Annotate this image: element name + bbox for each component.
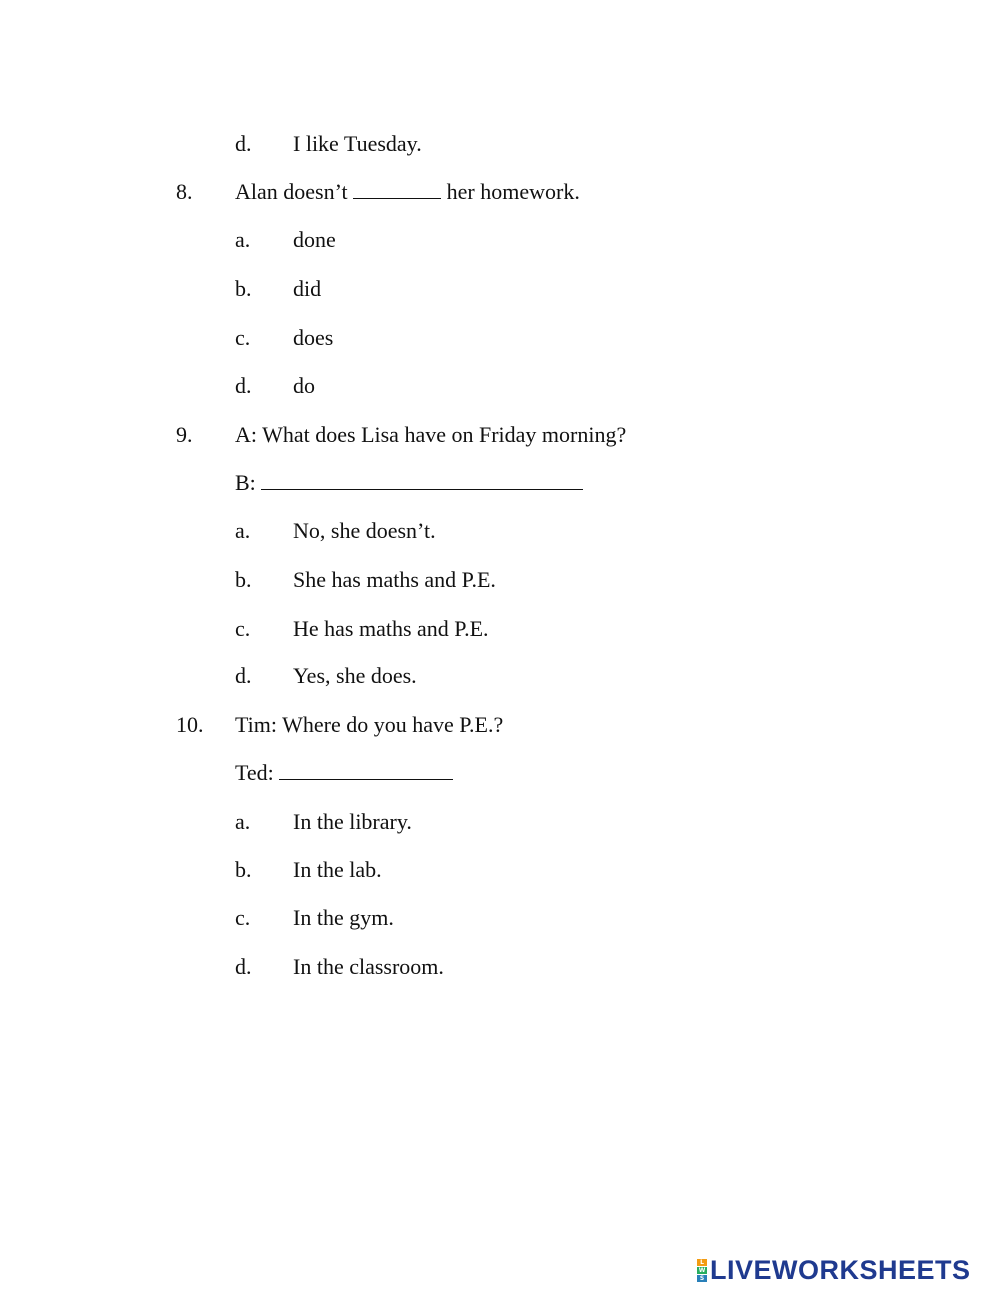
q9-question: A: What does Lisa have on Friday morning?: [235, 422, 627, 447]
logo-blocks-icon: [697, 1259, 707, 1282]
q7-option-d-letter: d.: [235, 131, 252, 156]
q9-option-a-text: No, she doesn’t.: [293, 518, 436, 543]
q10-option-b-text: In the lab.: [293, 857, 382, 882]
q9-option-c-letter: c.: [235, 616, 251, 641]
q9-option-d-text: Yes, she does.: [293, 663, 417, 688]
logo-block-2: W: [698, 1266, 706, 1274]
q9-option-d-letter: d.: [235, 663, 252, 688]
q9-answer-blank[interactable]: [261, 471, 583, 490]
q9-option-b-letter: b.: [235, 567, 252, 592]
q10-option-d-text: In the classroom.: [293, 954, 444, 979]
q8-option-a-letter: a.: [235, 227, 251, 252]
q10-answer-line: [235, 760, 453, 786]
q9-answer-prefix: B:: [235, 470, 256, 495]
q7-option-d-text: I like Tuesday.: [293, 131, 422, 156]
q10-option-b-letter: b.: [235, 857, 252, 882]
q9-option-b-text: She has maths and P.E.: [293, 567, 496, 592]
q10-question: Tim: Where do you have P.E.?: [235, 712, 504, 737]
logo-text: LIVEWORKSHEETS: [710, 1254, 971, 1285]
q10-answer-blank[interactable]: [279, 761, 453, 780]
q9-option-a-letter: a.: [235, 518, 251, 543]
q8-option-d-letter: d.: [235, 373, 252, 398]
liveworksheets-logo: [697, 1255, 971, 1285]
q10-option-a-text: In the library.: [293, 809, 412, 834]
logo-block-1: L: [697, 1259, 707, 1266]
q9-option-c-text: He has maths and P.E.: [293, 616, 489, 641]
q8-question-before: Alan doesn’t: [235, 179, 348, 204]
q10-option-c-text: In the gym.: [293, 905, 394, 930]
q9-answer-line: [235, 470, 583, 496]
q8-answer-blank[interactable]: [353, 180, 441, 199]
q8-option-d-text: do: [293, 373, 315, 398]
q10-answer-prefix: Ted:: [235, 760, 274, 785]
logo-block-3: S: [697, 1275, 707, 1282]
q8-number: 8.: [176, 179, 193, 204]
q10-option-c-letter: c.: [235, 905, 251, 930]
q10-option-d-letter: d.: [235, 954, 252, 979]
q8-question: [235, 179, 580, 205]
q10-option-a-letter: a.: [235, 809, 251, 834]
q8-option-b-letter: b.: [235, 276, 252, 301]
q8-option-c-letter: c.: [235, 325, 251, 350]
q8-option-b-text: did: [293, 276, 322, 301]
q8-option-c-text: does: [293, 325, 334, 350]
q8-question-after: her homework.: [446, 179, 580, 204]
q10-number: 10.: [176, 712, 204, 737]
q9-number: 9.: [176, 422, 193, 447]
q8-option-a-text: done: [293, 227, 336, 252]
